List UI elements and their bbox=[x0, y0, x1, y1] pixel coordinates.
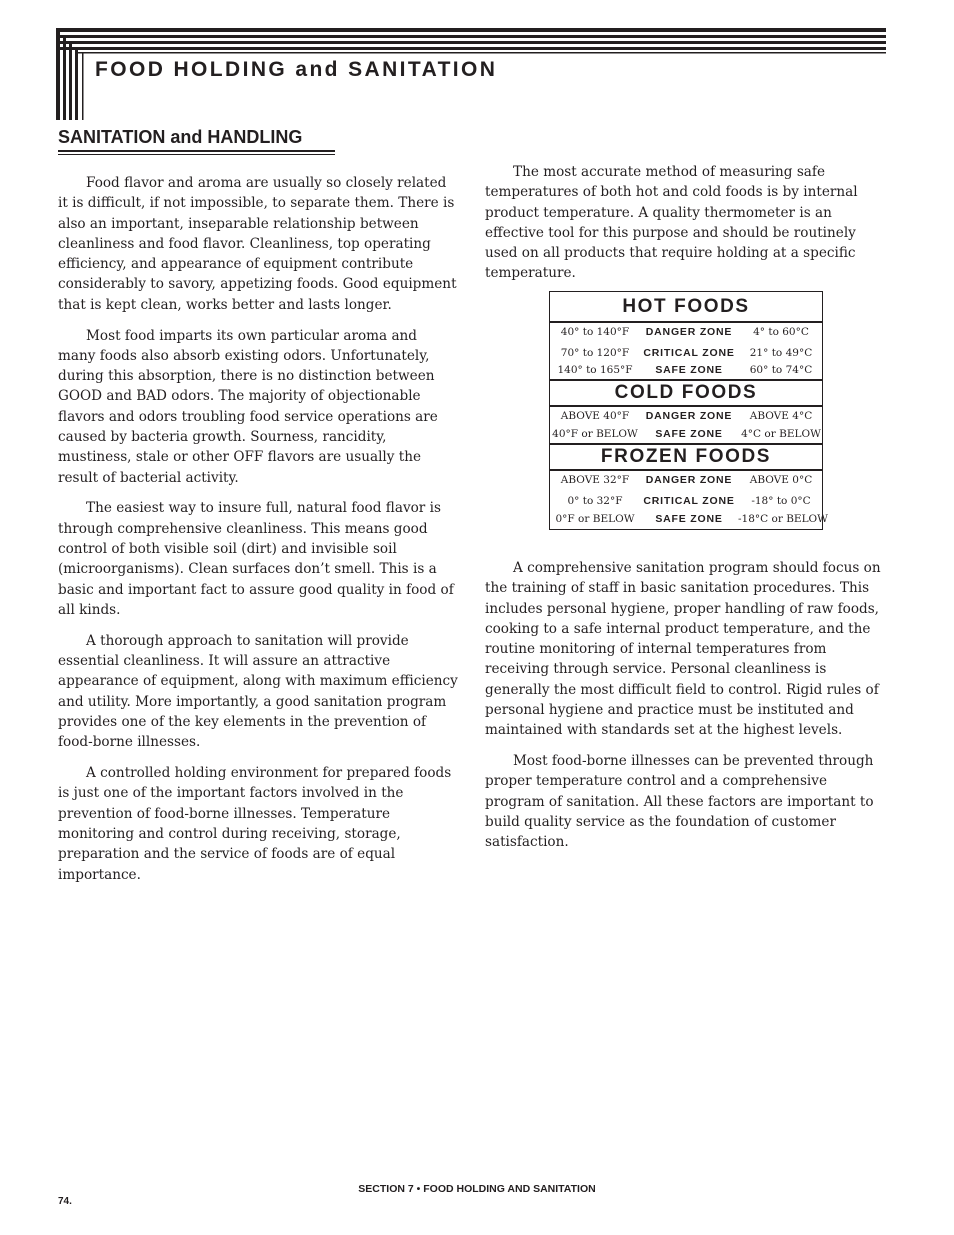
celsius-range: -18°C or BELOW bbox=[738, 513, 828, 525]
page-number: 74. bbox=[58, 1196, 72, 1207]
table-divider bbox=[550, 379, 822, 381]
table-divider bbox=[550, 469, 822, 471]
cold-foods-heading: COLD FOODS bbox=[614, 382, 758, 403]
right-column-intro bbox=[485, 162, 885, 294]
celsius-range: ABOVE 0°C bbox=[749, 474, 813, 486]
section-heading-rule-thin bbox=[58, 154, 335, 155]
celsius-range: ABOVE 4°C bbox=[749, 410, 813, 422]
zone-label: CRITICAL ZONE bbox=[643, 495, 735, 507]
zone-label: SAFE ZONE bbox=[655, 428, 723, 440]
paragraph: A comprehensive sanitation program should focus on the training of staff in basic sanitation procedures. This includes personal hygiene, proper handling of raw foods, cooking to a safe internal product temperature, and the routine monitoring of internal temperatures from receiving through service. Personal cleanliness is generally the most difficult field to control. Rigid rules of personal hygiene and practice must be instituted and maintained with standards set at the highest levels. bbox=[485, 560, 881, 739]
table-row bbox=[550, 364, 822, 380]
paragraph: The most accurate method of measuring safe temperatures of both hot and cold foods is by internal product temperature. A quality thermometer is an effective tool for this purpose and should be routinely used on all products that require holding at a specific temperature. bbox=[485, 164, 858, 282]
fahrenheit-range: 70° to 120°F bbox=[560, 347, 630, 359]
fahrenheit-range: 40°F or BELOW bbox=[552, 428, 638, 440]
zone-label: CRITICAL ZONE bbox=[643, 347, 735, 359]
paragraph: Most food imparts its own particular aroma and many foods also absorb existing odors. Unfortunately, during this absorption, there is no distinction between GOOD and BAD odors. The majority of objectionable flavors and odors troubling food service operations are caused by bacteria growth. Sourness, rancidity, mustiness, stale or other OFF flavors are usually the result of bacterial activity. bbox=[58, 327, 438, 486]
paragraph: Food flavor and aroma are usually so closely related it is difficult, if not impossible, to separate them. There is also an important, inseparable relationship between cleanliness and food flavor. Cleanliness, top operating efficiency, and appearance of equipment contribute considerably to savory, appetizing foods. Good equipment that is kept clean, works better and lasts longer. bbox=[58, 175, 457, 313]
paragraph: A thorough approach to sanitation will provide essential cleanliness. It will assure an attractive appearance of equipment, along with maximum efficiency and utility. More importantly, a good sanitation program provides one of the key elements in the prevention of food-borne illnesses. bbox=[58, 632, 458, 751]
table-row bbox=[550, 428, 822, 444]
fahrenheit-range: 140° to 165°F bbox=[557, 364, 633, 376]
right-column-body bbox=[485, 558, 885, 863]
table-row bbox=[550, 495, 822, 511]
frozen-foods-heading: FROZEN FOODS bbox=[600, 446, 772, 467]
table-divider bbox=[550, 405, 822, 407]
table-divider bbox=[550, 443, 822, 445]
celsius-range: 4° to 60°C bbox=[753, 326, 809, 338]
celsius-range: -18° to 0°C bbox=[751, 495, 811, 507]
table-row bbox=[550, 474, 822, 490]
zone-label: DANGER ZONE bbox=[645, 326, 733, 338]
zone-label: SAFE ZONE bbox=[655, 364, 723, 376]
fahrenheit-range: 0° to 32°F bbox=[567, 495, 623, 507]
celsius-range: 21° to 49°C bbox=[749, 347, 813, 359]
table-row bbox=[550, 347, 822, 363]
zone-label: DANGER ZONE bbox=[645, 410, 733, 422]
left-column bbox=[58, 173, 458, 895]
fahrenheit-range: 40° to 140°F bbox=[560, 326, 630, 338]
table-row bbox=[550, 326, 822, 342]
section-heading: SANITATION and HANDLING bbox=[58, 127, 303, 147]
zone-label: DANGER ZONE bbox=[645, 474, 733, 486]
footer-section-label: SECTION 7 • FOOD HOLDING AND SANITATION bbox=[358, 1183, 596, 1195]
hot-foods-heading: HOT FOODS bbox=[622, 296, 750, 317]
paragraph: Most food-borne illnesses can be prevented through proper temperature control and a comprehensive program of sanitation. All these factors are important to build quality service as the foundation of customer satisfaction. bbox=[485, 753, 874, 851]
table-row bbox=[550, 410, 822, 426]
zone-label: SAFE ZONE bbox=[655, 513, 723, 525]
table-divider bbox=[550, 321, 822, 323]
fahrenheit-range: 0°F or BELOW bbox=[555, 513, 635, 525]
section-heading-rule bbox=[58, 150, 335, 152]
paragraph: A controlled holding environment for prepared foods is just one of the important factors involved in the prevention of food-borne illnesses. Temperature monitoring and control during receiving, storage, preparation and the service of foods are of equal importance. bbox=[58, 765, 452, 883]
table-row bbox=[550, 513, 828, 529]
fahrenheit-range: ABOVE 32°F bbox=[560, 474, 630, 486]
fahrenheit-range: ABOVE 40°F bbox=[560, 410, 630, 422]
temperature-zone-table bbox=[549, 291, 828, 530]
page-title: FOOD HOLDING and SANITATION bbox=[95, 58, 498, 81]
paragraph: The easiest way to insure full, natural food flavor is through comprehensive cleanliness. This means good control of both visible soil (dirt) and invisible soil (microorganisms). Clean surfaces don’t smell. This is a basic and important fact to assure good quality in food of all kinds. bbox=[58, 500, 454, 618]
celsius-range: 60° to 74°C bbox=[749, 364, 813, 376]
celsius-range: 4°C or BELOW bbox=[741, 428, 821, 440]
